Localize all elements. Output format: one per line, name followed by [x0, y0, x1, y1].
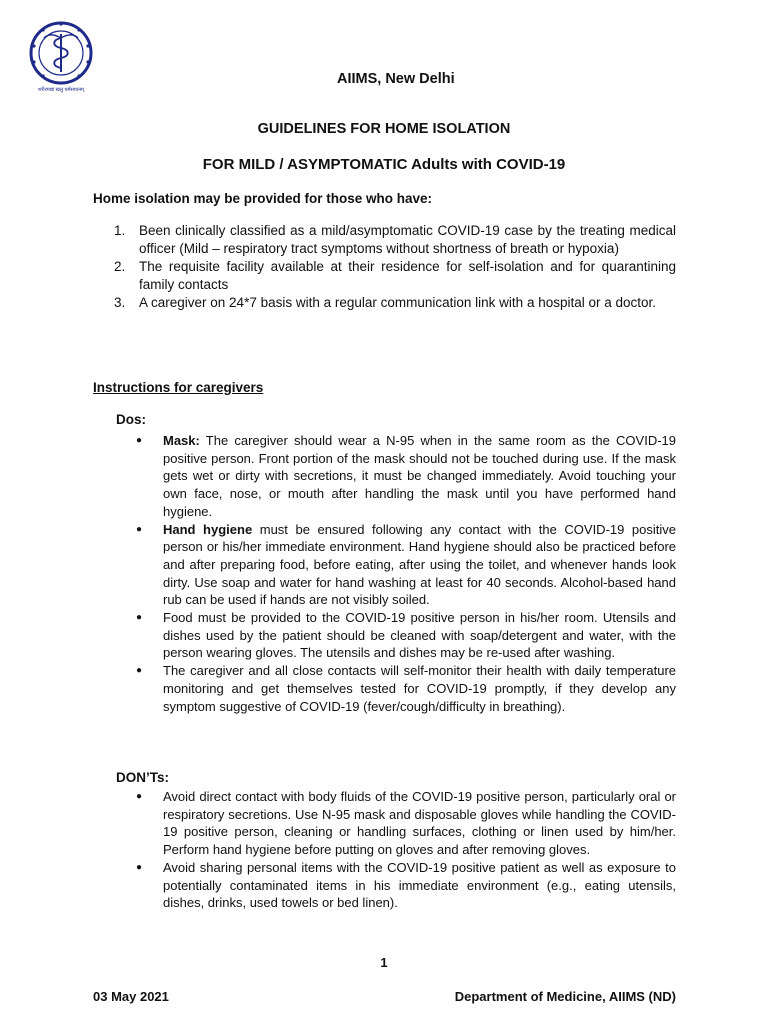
aiims-emblem-icon — [28, 20, 94, 94]
footer-department: Department of Medicine, AIIMS (ND) — [454, 989, 676, 1004]
list-item — [136, 788, 676, 859]
dos-heading: Dos: — [116, 412, 146, 427]
bullet-icon: ● — [136, 665, 143, 677]
item-text: A caregiver on 24*7 basis with a regular communication link with a hospital or a doctor. — [139, 295, 657, 310]
item-text: must be ensured following any contact with the COVID-19 positive person or his/her immediate environment. Hand hygiene should also be practiced before and after preparing food, before eating, after using the toilet, and whenever hands look dirty. Use soap and water for hand washing at least for 40 seconds. Alcohol-based hand rub can be used if hands are not visibly soiled. — [163, 521, 676, 608]
criteria-item — [114, 258, 676, 294]
criteria-item — [114, 294, 676, 312]
list-item — [136, 859, 676, 912]
item-text: Avoid direct contact with body fluids of the COVID-19 positive person, particularly oral or respiratory secretions. Use N-95 mask and disposable gloves while handling the COVID-19 positive person, cleaning or handling surfaces, clothing or linen used by him/her. Perform hand hygiene before putting on gloves and after removing gloves. — [163, 789, 676, 858]
item-text: Been clinically classified as a mild/asymptomatic COVID-19 case by the treating medical officer (Mild – respiratory tract symptoms without shortness of breath or hypoxia) — [139, 223, 676, 256]
document-title: GUIDELINES FOR HOME ISOLATION — [257, 121, 511, 137]
item-text: Food must be provided to the COVID-19 positive person in his/her room. Utensils and dishes used by the patient should be cleaned with soap/detergent and water, with the person wearing gloves. The utensils and dishes may be re-used after washing. — [163, 610, 676, 661]
list-item — [136, 521, 676, 610]
item-label: Hand hygiene — [163, 521, 253, 537]
footer-date: 03 May 2021 — [93, 989, 169, 1004]
intro-text: Home isolation may be provided for those who have: — [93, 191, 433, 206]
section-heading: Instructions for caregivers — [93, 380, 264, 395]
item-text: Avoid sharing personal items with the COVID-19 positive patient as well as exposure to potentially contaminated items in his immediate environment (e.g., eating utensils, dishes, drinks, used towels or bed linen). — [163, 859, 676, 911]
bullet-icon: ● — [136, 791, 143, 802]
bullet-icon: ● — [136, 861, 143, 873]
donts-heading: DON’Ts: — [116, 770, 169, 785]
dos-list — [136, 432, 676, 715]
criteria-item — [114, 222, 676, 258]
list-item — [136, 432, 676, 521]
svg-text:शरीरमाद्यं खलु धर्मसाधनम्: शरीरमाद्यं खलु धर्मसाधनम् — [37, 87, 85, 93]
item-label: Mask: — [163, 433, 200, 448]
donts-list — [136, 788, 676, 912]
list-item — [136, 662, 676, 715]
item-number: 1. — [114, 223, 126, 238]
institution-name: AIIMS, New Delhi — [337, 71, 455, 87]
bullet-icon: ● — [136, 612, 143, 624]
item-number: 3. — [114, 295, 126, 310]
page-number: 1 — [380, 955, 388, 970]
bullet-icon: ● — [136, 435, 143, 446]
item-text: The caregiver and all close contacts will self-monitor their health with daily temperature monitoring and get themselves tested for COVID-19 promptly, if they develop any symptom suggestive of COVID-19 (fever/cough/difficulty in breathing). — [163, 663, 676, 714]
list-item — [136, 609, 676, 662]
item-text: The caregiver should wear a N-95 when in the same room as the COVID-19 positive person. Front portion of the mask should not be touched during use. If the mask gets wet or dirty with secretions, it must be changed immediately. Avoid touching your own face, nose, or mouth after handling the mask until you have performed hand hygiene. — [163, 433, 676, 519]
bullet-icon: ● — [136, 523, 143, 535]
criteria-list — [114, 222, 676, 312]
item-text: The requisite facility available at their residence for self-isolation and for quarantining family contacts — [139, 259, 676, 292]
item-number: 2. — [114, 259, 126, 274]
document-subtitle: FOR MILD / ASYMPTOMATIC Adults with COVID-19 — [202, 156, 566, 173]
